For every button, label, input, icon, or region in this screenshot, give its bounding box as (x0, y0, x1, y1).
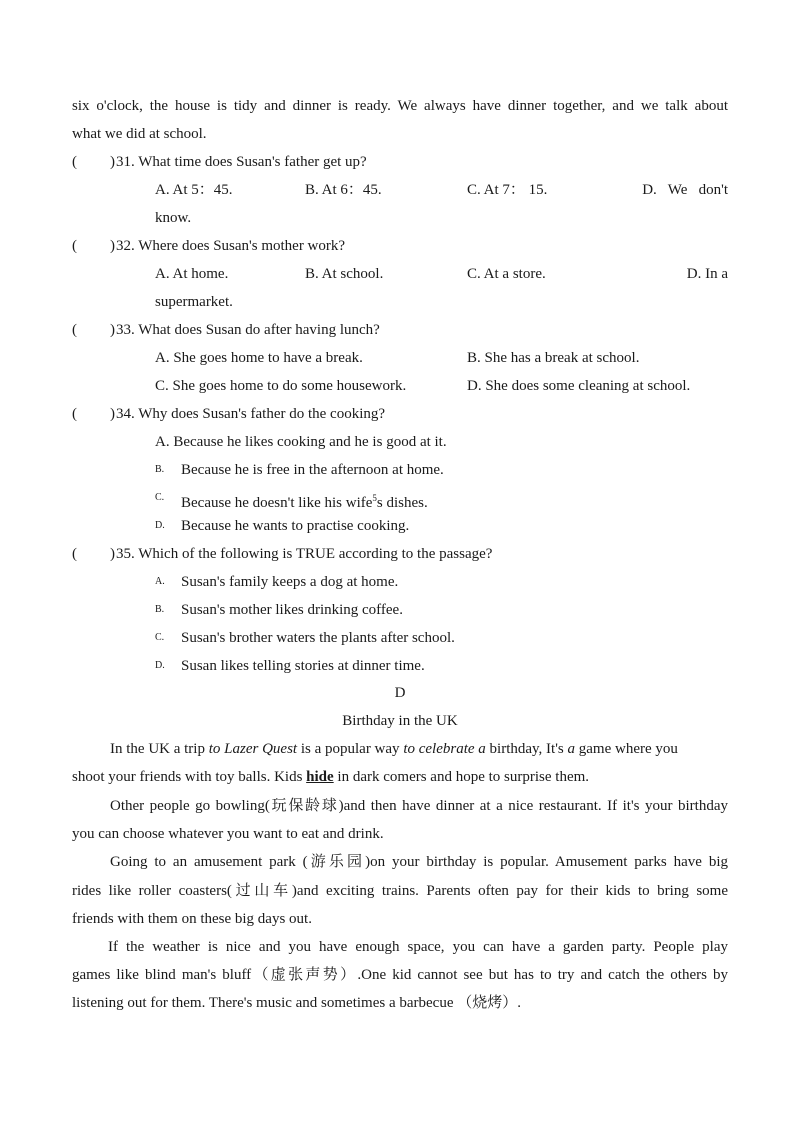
option-d-letter: D. (155, 520, 165, 531)
option-b: B. At 6：45. (305, 182, 382, 198)
option-d: Susan likes telling stories at dinner time. (181, 658, 425, 674)
answer-paren-open: ( (72, 238, 77, 254)
option-c: C. At 7： 15. (467, 182, 548, 198)
answer-paren-open: ( (72, 406, 77, 422)
keyword-hide: hide (306, 769, 334, 785)
answer-paren-close: ) (110, 546, 115, 562)
option-d: Because he wants to practise cooking. (181, 518, 410, 534)
intro-line-2: what we did at school. (72, 126, 207, 142)
text-run-italic: a (567, 741, 576, 757)
question-text: 31. What time does Susan's father get up? (116, 154, 367, 170)
answer-paren-close: ) (110, 154, 115, 170)
section-letter: D (394, 685, 406, 701)
passage-p2-line-1: Other people go bowling(玩保龄球)and then have dinner at a nice restaurant. If it's your birthday (110, 798, 728, 814)
option-b: B. At school. (305, 266, 384, 282)
text-run: in dark comers and hope to surprise them. (333, 769, 590, 785)
passage-p3-line-2: rides like roller coasters(过山车)and exciting trains. Parents often pay for their kids to bring some (72, 883, 728, 899)
passage-p2-line-2: you can choose whatever you want to eat and drink. (72, 826, 384, 842)
option-d-wrap: know. (155, 210, 192, 226)
question-text: 34. Why does Susan's father do the cooking? (116, 406, 386, 422)
passage-p4-line-2: games like blind man's bluff（虚张声势）.One kid cannot see but has to try and catch the others by (72, 967, 728, 983)
option-b: B. She has a break at school. (467, 350, 640, 366)
option-d-letter: D. (155, 660, 165, 671)
passage-p3-line-1: Going to an amusement park (游乐园)on your birthday is popular. Amusement parks have big (110, 854, 728, 870)
passage-p4-line-1: If the weather is nice and you have enough space, you can have a garden party. People play (108, 939, 728, 955)
option-d: D. In a (686, 266, 728, 282)
option-a: A. At 5：45. (155, 182, 233, 198)
option-a: A. She goes home to have a break. (155, 350, 363, 366)
option-c-sup: 5 (372, 493, 377, 503)
question-text: 35. Which of the following is TRUE according to the passage? (116, 546, 493, 562)
text-run: birthday, It's (485, 741, 568, 757)
answer-paren-open: ( (72, 322, 77, 338)
passage-p3-line-3: friends with them on these big days out. (72, 911, 312, 927)
option-c: C. At a store. (467, 266, 546, 282)
question-text: 32. Where does Susan's mother work? (116, 238, 346, 254)
text-run: is a popular way (297, 741, 404, 757)
answer-paren-close: ) (110, 406, 115, 422)
answer-paren-close: ) (110, 322, 115, 338)
passage-p1-line-2 (72, 767, 728, 787)
option-c-letter: C. (155, 632, 165, 643)
text-run-italic: to celebrate a (403, 741, 486, 757)
text-run: In the UK a trip (110, 741, 209, 757)
answer-paren-open: ( (72, 154, 77, 170)
passage-p4-line-3: listening out for them. There's music and sometimes a barbecue （烧烤）. (72, 995, 521, 1011)
option-b-letter: B. (155, 464, 165, 475)
option-a-letter: A. (155, 576, 165, 587)
option-b-letter: B. (155, 604, 165, 615)
text-run: game where you (575, 741, 678, 757)
option-a: A. Because he likes cooking and he is good at it. (155, 434, 447, 450)
answer-paren-open: ( (72, 546, 77, 562)
passage-title: Birthday in the UK (342, 713, 458, 729)
option-b: Susan's mother likes drinking coffee. (181, 602, 403, 618)
option-d: D. We don't (642, 182, 728, 198)
option-a: A. At home. (155, 266, 229, 282)
option-c: C. She goes home to do some housework. (155, 378, 407, 394)
option-c: Susan's brother waters the plants after school. (181, 630, 455, 646)
option-c-letter: C. (155, 492, 165, 503)
passage-p1-line-1 (110, 739, 728, 759)
question-text: 33. What does Susan do after having lunch? (116, 322, 380, 338)
text-run: shoot your friends with toy balls. Kids (72, 769, 307, 785)
option-d-wrap: supermarket. (155, 294, 233, 310)
option-c-tail: s dishes. (376, 495, 428, 511)
answer-paren-close: ) (110, 238, 115, 254)
intro-line-1: six o'clock, the house is tidy and dinner is ready. We always have dinner together, and we talk about (72, 98, 728, 114)
option-d: D. She does some cleaning at school. (467, 378, 691, 394)
text-run-italic: to Lazer Quest (208, 741, 298, 757)
option-c (181, 488, 428, 513)
option-c-text: Because he doesn't like his wife (181, 495, 373, 511)
option-b: Because he is free in the afternoon at home. (181, 462, 444, 478)
option-a: Susan's family keeps a dog at home. (181, 574, 399, 590)
